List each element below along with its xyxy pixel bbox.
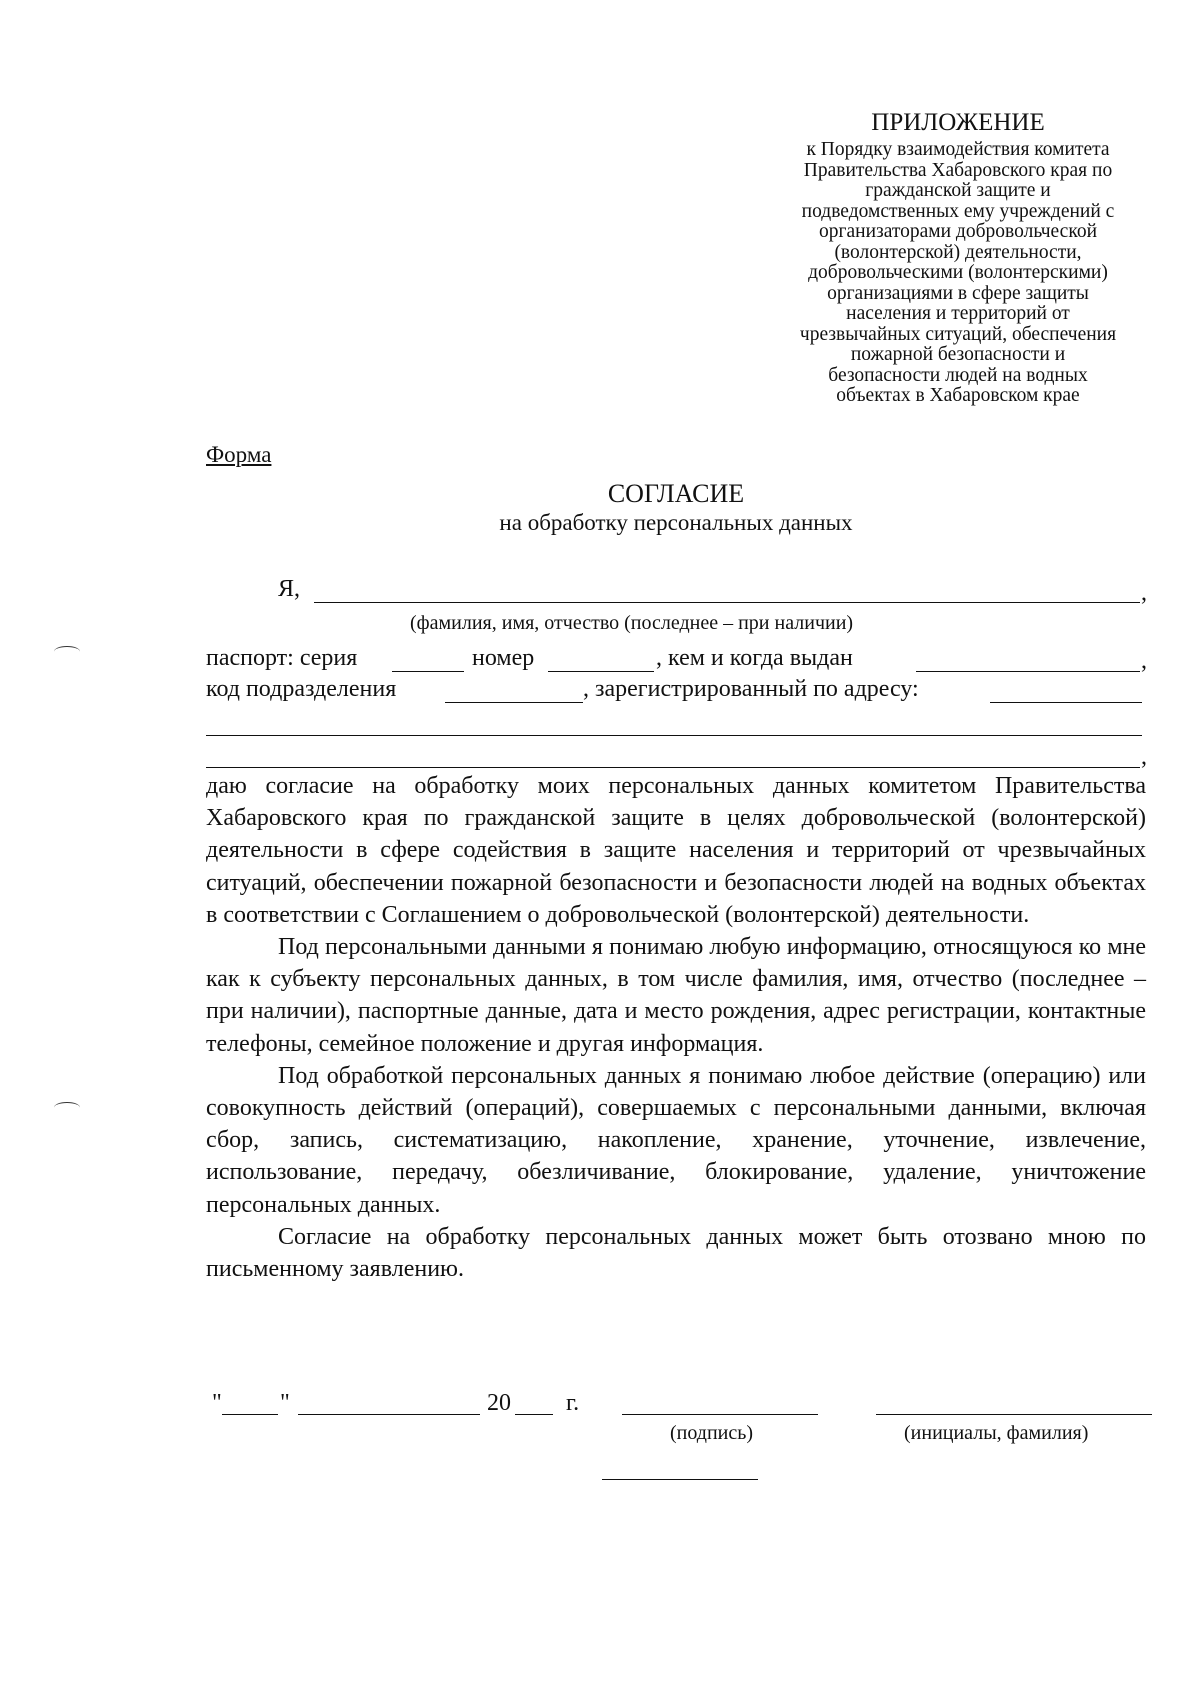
- comma: ,: [1141, 744, 1147, 770]
- appendix-line: (волонтерской) деятельности,: [834, 241, 1082, 263]
- consent-body: [206, 770, 1146, 1285]
- scan-artifact-mark: [54, 1102, 80, 1113]
- appendix-line: безопасности людей на водных: [828, 364, 1088, 386]
- date-quote-open: ": [212, 1390, 222, 1416]
- address-field-line-2[interactable]: [206, 735, 1142, 736]
- scan-artifact-mark: [54, 646, 80, 657]
- initials-hint: (инициалы, фамилия): [904, 1422, 1089, 1444]
- year-prefix: 20: [487, 1390, 511, 1416]
- passport-series-label: паспорт: серия: [206, 645, 358, 671]
- appendix-line: добровольческими (волонтерскими): [808, 262, 1108, 283]
- signature-hint: (подпись): [670, 1422, 754, 1444]
- issued-by-label: , кем и когда выдан: [656, 645, 853, 671]
- appendix-line: пожарной безопасности и: [850, 344, 1066, 365]
- appendix-line: организаторами добровольческой: [818, 221, 1098, 242]
- date-year-field[interactable]: [515, 1414, 553, 1415]
- address-field-line-3[interactable]: [206, 767, 1140, 768]
- passport-number-label: номер: [472, 645, 535, 671]
- form-label: Форма: [206, 442, 272, 467]
- year-suffix: г.: [566, 1390, 580, 1416]
- consent-paragraph: Согласие на обработку персональных данных может быть отозвано мною по письменному заявлению.: [206, 1223, 1146, 1283]
- appendix-block: [748, 108, 1168, 407]
- issued-by-field[interactable]: [916, 671, 1140, 672]
- signature-field[interactable]: [622, 1414, 818, 1415]
- comma: ,: [1141, 648, 1147, 674]
- division-code-field[interactable]: [445, 702, 583, 703]
- date-day-field[interactable]: [222, 1414, 278, 1415]
- appendix-line: объектах в Хабаровском крае: [836, 385, 1080, 406]
- closing-rule: [602, 1479, 758, 1480]
- full-name-field[interactable]: [314, 602, 1140, 603]
- passport-series-field[interactable]: [392, 671, 464, 672]
- appendix-line: подведомственных ему учреждений с: [801, 200, 1115, 222]
- comma: ,: [1141, 580, 1147, 606]
- address-field[interactable]: [990, 702, 1142, 703]
- i-label: Я,: [278, 576, 301, 602]
- consent-paragraph: Под персональными данными я понимаю любую информацию, относящуюся ко мне как к субъекту персональных данных, в том числе фамилия, имя, отчество (последнее – при наличии), паспортные данные, дата и место рождения, адрес регистрации, контактные телефоны, семейное положение и другая информация.: [206, 934, 1146, 1057]
- appendix-line: организациями в сфере защиты: [827, 282, 1089, 304]
- appendix-title: ПРИЛОЖЕНИЕ: [871, 109, 1045, 136]
- initials-field[interactable]: [876, 1414, 1152, 1415]
- document-title: СОГЛАСИЕ: [607, 479, 745, 508]
- passport-number-field[interactable]: [548, 671, 654, 672]
- date-month-field[interactable]: [298, 1414, 480, 1415]
- document-title-block: [206, 478, 1146, 536]
- consent-paragraph: даю согласие на обработку моих персональных данных комитетом Правительства Хабаровского края по гражданской защите в целях добровольческой (волонтерской) деятельности в сфере содействия в защите населения и территорий от чрезвычайных ситуаций, обеспечении пожарной безопасности и безопасности людей на водных объектах в соответствии с Соглашением о добровольческой (волонтерской) деятельности.: [206, 773, 1146, 928]
- appendix-line: населения и территорий от: [846, 303, 1070, 324]
- full-name-hint: (фамилия, имя, отчество (последнее – при наличии): [410, 612, 854, 634]
- document-subtitle: на обработку персональных данных: [499, 510, 853, 535]
- consent-paragraph: Под обработкой персональных данных я понимаю любое действие (операцию) или совокупность действий (операций), совершаемых с персональными данными, включая сбор, запись, систематизацию, накопление, хранение, уточнение, извлечение, использование, передачу, обезличивание, блокирование, удаление, уничтожение персональных данных.: [206, 1062, 1146, 1218]
- appendix-line: гражданской защите и: [865, 180, 1051, 201]
- appendix-line: Правительства Хабаровского края по: [803, 159, 1113, 181]
- date-quote-close: ": [280, 1390, 290, 1416]
- appendix-line: к Порядку взаимодействия комитета: [806, 139, 1110, 160]
- appendix-line: чрезвычайных ситуаций, обеспечения: [799, 323, 1117, 345]
- division-code-label: код подразделения: [206, 676, 397, 702]
- registered-address-label: , зарегистрированный по адресу:: [583, 676, 919, 702]
